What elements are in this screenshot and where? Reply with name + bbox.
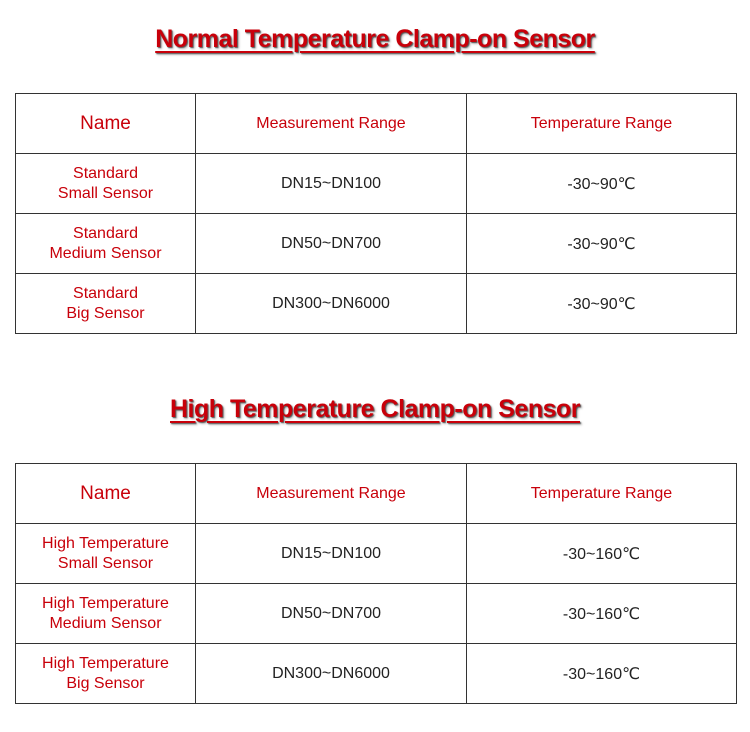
table-row xyxy=(16,274,737,334)
temperature-range-cell: -30~90℃ xyxy=(467,154,737,214)
table-row xyxy=(16,154,737,214)
sensor-name-cell xyxy=(16,524,196,584)
measurement-range-cell: DN15~DN100 xyxy=(196,154,467,214)
table-row xyxy=(16,644,737,704)
sensor-name-cell xyxy=(16,154,196,214)
sensor-name-line2: Big Sensor xyxy=(66,674,145,692)
temperature-range-cell: -30~160℃ xyxy=(467,524,737,584)
high-temperature-title: High Temperature Clamp-on Sensor xyxy=(170,395,580,423)
measurement-range-cell: DN300~DN6000 xyxy=(196,644,467,704)
table-header-row xyxy=(16,94,737,154)
sensor-name-line1: High Temperature xyxy=(42,654,169,672)
measurement-range-cell: DN50~DN700 xyxy=(196,214,467,274)
header-measurement-range: Measurement Range xyxy=(196,94,467,154)
temperature-range-cell: -30~160℃ xyxy=(467,644,737,704)
sensor-name-line1: Standard xyxy=(73,284,138,302)
measurement-range-cell: DN15~DN100 xyxy=(196,524,467,584)
temperature-range-cell: -30~160℃ xyxy=(467,584,737,644)
header-name: Name xyxy=(16,464,196,524)
sensor-name-line2: Small Sensor xyxy=(57,184,154,202)
temperature-range-cell: -30~90℃ xyxy=(467,214,737,274)
header-temperature-range: Temperature Range xyxy=(467,94,737,154)
sensor-name-line2: Medium Sensor xyxy=(49,244,162,262)
sensor-name-cell xyxy=(16,584,196,644)
header-name: Name xyxy=(16,94,196,154)
high-temperature-spec-table xyxy=(15,463,737,704)
sensor-name-line2: Medium Sensor xyxy=(49,614,162,632)
sensor-name-cell xyxy=(16,214,196,274)
table-header-row xyxy=(16,464,737,524)
table-row xyxy=(16,214,737,274)
table-row xyxy=(16,524,737,584)
sensor-name-line2: Small Sensor xyxy=(57,554,154,572)
header-measurement-range: Measurement Range xyxy=(196,464,467,524)
normal-temperature-title: Normal Temperature Clamp-on Sensor xyxy=(155,25,595,53)
table-row xyxy=(16,584,737,644)
header-temperature-range: Temperature Range xyxy=(467,464,737,524)
sensor-name-cell xyxy=(16,274,196,334)
sensor-name-cell xyxy=(16,644,196,704)
measurement-range-cell: DN300~DN6000 xyxy=(196,274,467,334)
sensor-name-line1: Standard xyxy=(73,224,138,242)
sensor-name-line1: High Temperature xyxy=(42,534,169,552)
sensor-name-line1: High Temperature xyxy=(42,594,169,612)
normal-temperature-spec-table xyxy=(15,93,737,334)
sensor-name-line2: Big Sensor xyxy=(66,304,145,322)
measurement-range-cell: DN50~DN700 xyxy=(196,584,467,644)
sensor-name-line1: Standard xyxy=(73,164,138,182)
temperature-range-cell: -30~90℃ xyxy=(467,274,737,334)
